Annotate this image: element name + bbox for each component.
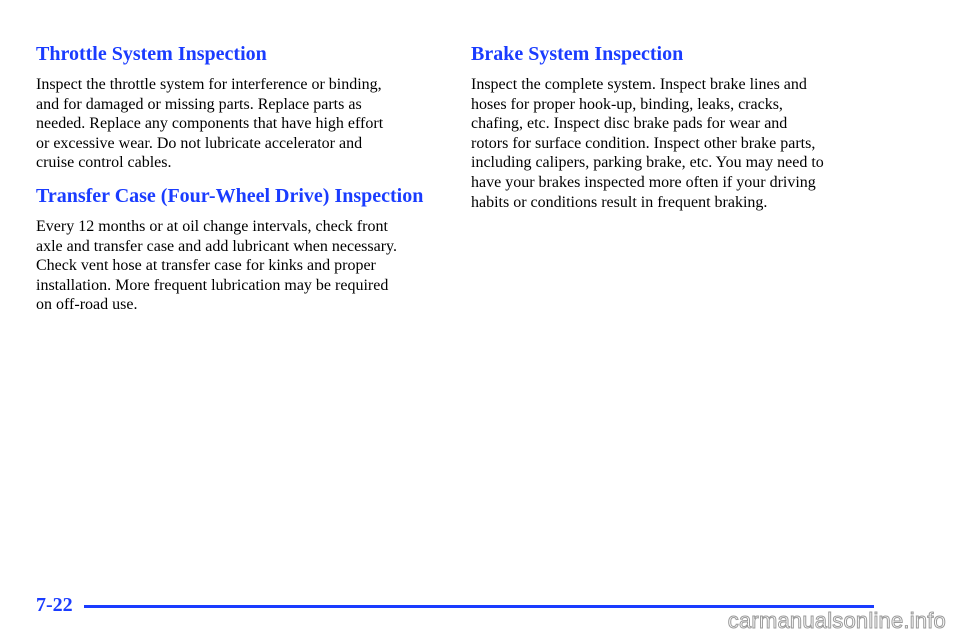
transfer-case-paragraph <box>36 217 441 315</box>
brake-line: Inspect the complete system. Inspect brake lines and <box>471 76 807 93</box>
throttle-line: needed. Replace any components that have high effort <box>36 115 384 133</box>
transfer-case-heading: Transfer Case (Four-Wheel Drive) Inspection <box>36 185 424 207</box>
watermark-logo: carmanualsonline.info <box>727 608 946 633</box>
throttle-line: Inspect the throttle system for interference or binding, <box>36 76 382 93</box>
throttle-line: or excessive wear. Do not lubricate accelerator and <box>36 134 363 152</box>
brake-line: habits or conditions result in frequent braking. <box>471 193 768 211</box>
brake-line: chafing, etc. Inspect disc brake pads for wear and <box>471 115 788 133</box>
transfer-case-line: Check vent hose at transfer case for kinks and proper <box>36 257 376 275</box>
throttle-line: and for damaged or missing parts. Replace parts as <box>36 95 362 113</box>
throttle-heading: Throttle System Inspection <box>36 43 267 65</box>
brake-line: hoses for proper hook-up, binding, leaks, cracks, <box>471 95 783 113</box>
throttle-line: cruise control cables. <box>36 154 172 172</box>
brake-heading: Brake System Inspection <box>471 43 684 65</box>
transfer-case-section <box>36 183 441 315</box>
brake-paragraph <box>471 75 891 212</box>
throttle-section <box>36 41 441 173</box>
throttle-paragraph <box>36 75 441 173</box>
transfer-case-line: on off-road use. <box>36 296 138 314</box>
transfer-case-line: installation. More frequent lubrication may be required <box>36 276 389 294</box>
brake-line: have your brakes inspected more often if your driving <box>471 173 816 191</box>
page-number: 7-22 <box>36 594 73 616</box>
brake-section <box>471 41 891 212</box>
brake-line: rotors for surface condition. Inspect other brake parts, <box>471 134 816 152</box>
transfer-case-line: Every 12 months or at oil change intervals, check front <box>36 218 388 235</box>
brake-line: including calipers, parking brake, etc. You may need to <box>471 154 824 172</box>
transfer-case-line: axle and transfer case and add lubricant when necessary. <box>36 237 398 255</box>
